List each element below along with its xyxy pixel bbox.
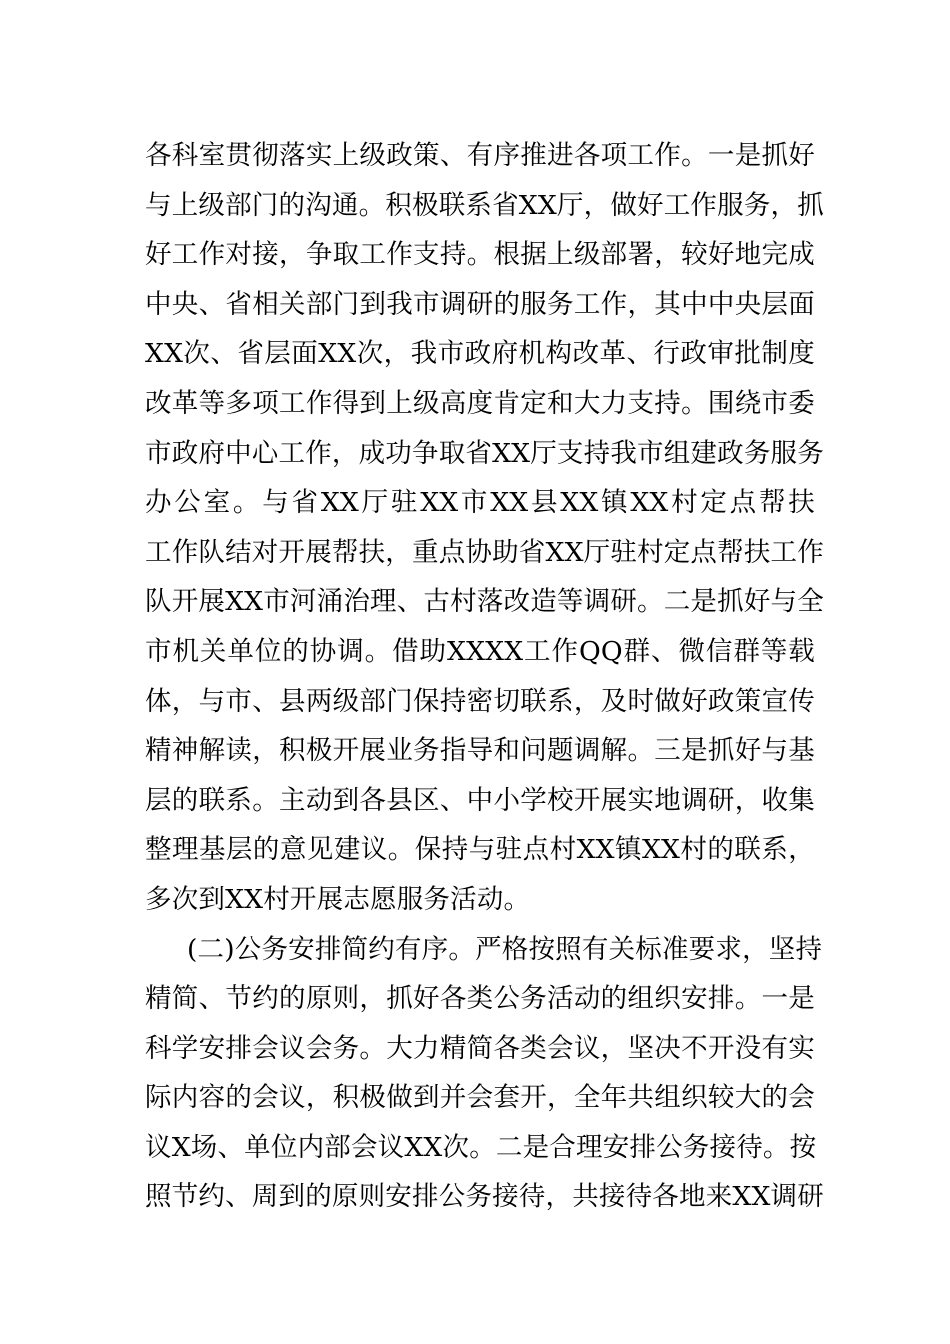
text-line: 各科室贯彻落实上级政策、有序推进各项工作。一是抓好 — [145, 140, 815, 171]
text-line: 改革等多项工作得到上级高度肯定和大力支持。围绕市委 — [145, 387, 815, 419]
text-line: 市政府中心工作，成功争取省XX厅支持我市组建政务服务 — [145, 437, 824, 469]
text-line: 好工作对接，争取工作支持。根据上级部署，较好地完成 — [145, 239, 815, 271]
text-line: 精简、节约的原则，抓好各类公务活动的组织安排。一是 — [145, 983, 815, 1015]
text-line: XX次、省层面XX次，我市政府机构改革、行政审批制度 — [145, 338, 815, 370]
text-line: 议X场、单位内部会议XX次。二是合理安排公务接待。按 — [145, 1131, 817, 1163]
text-line: 精神解读，积极开展业务指导和问题调解。三是抓好与基 — [145, 735, 815, 767]
text-line: 体，与市、县两级部门保持密切联系，及时做好政策宣传 — [145, 685, 815, 717]
text-line: 队开展XX市河涌治理、古村落改造等调研。二是抓好与全 — [145, 586, 824, 618]
text-line: 中央、省相关部门到我市调研的服务工作，其中中央层面 — [145, 288, 815, 320]
text-line: 办公室。与省XX厅驻XX市XX县XX镇XX村定点帮扶 — [145, 487, 815, 519]
text-line: 整理基层的意见建议。保持与驻点村XX镇XX村的联系， — [145, 834, 815, 866]
text-line: (二)公务安排简约有序。严格按照有关标准要求，坚持 — [187, 933, 823, 965]
text-line: 市机关单位的协调。借助XXXX工作QQ群、微信群等载 — [145, 635, 815, 667]
text-line: 照节约、周到的原则安排公务接待，共接待各地来XX调研 — [145, 1181, 824, 1213]
text-line: 工作队结对开展帮扶，重点协助省XX厅驻村定点帮扶工作 — [145, 536, 824, 568]
text-line: 科学安排会议会务。大力精简各类会议，坚决不开没有实 — [145, 1032, 815, 1064]
body-text — [145, 131, 824, 1222]
text-line: 多次到XX村开展志愿服务活动。 — [145, 883, 531, 915]
text-line: 际内容的会议，积极做到并会套开，全年共组织较大的会 — [145, 1082, 815, 1114]
text-line: 层的联系。主动到各县区、中小学校开展实地调研，收集 — [145, 784, 815, 816]
text-line: 与上级部门的沟通。积极联系省XX厅，做好工作服务，抓 — [145, 189, 824, 221]
